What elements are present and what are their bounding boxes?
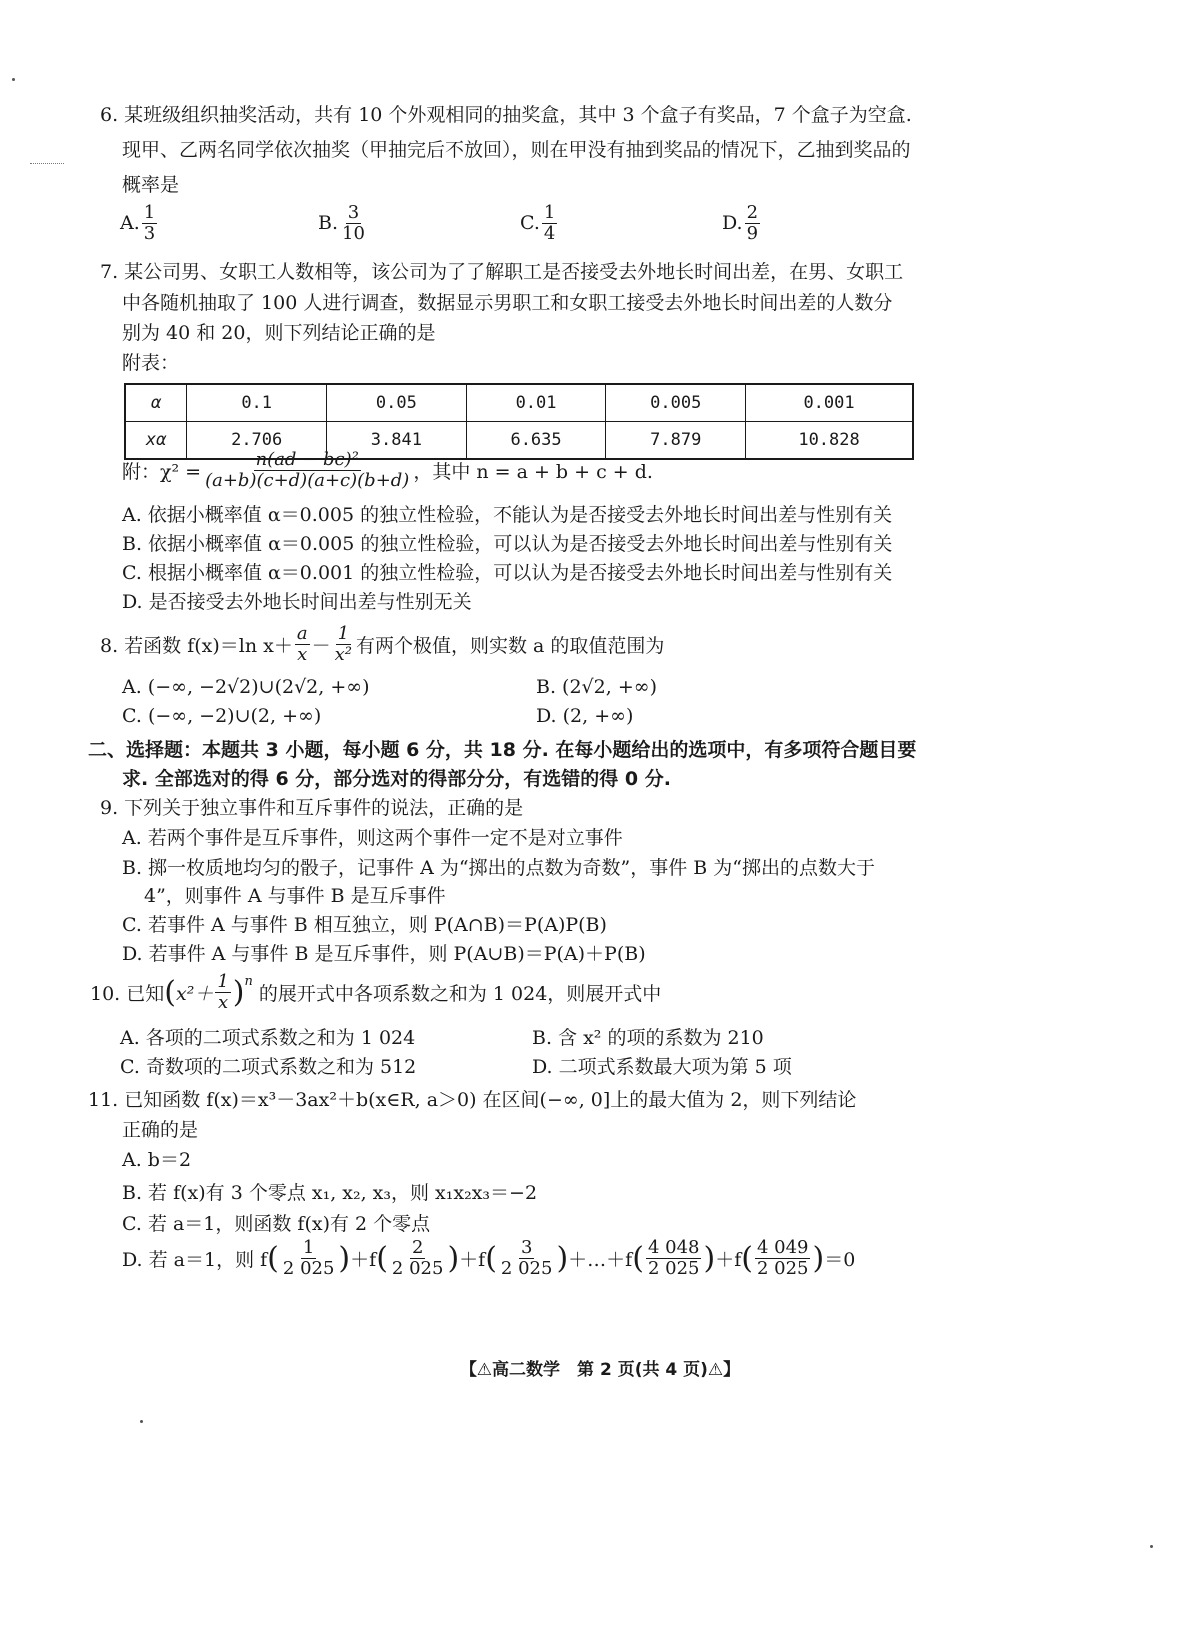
chi-square-formula: 附：χ² = $\frac{\text{n(ad − bc)²}}{(a+b)(c+d)(a+c)(b+d)}$ ，其中 n = a + b + c + d. (122, 449, 653, 491)
q9-option-b: B. 掷一枚质地均匀的骰子，记事件 A 为“掷出的点数为奇数”，事件 B 为“掷出的点数大于 (122, 857, 876, 879)
q11-option-c: C. 若 a＝1，则函数 f(x)有 2 个零点 (122, 1213, 431, 1235)
q10-option-b: B. 含 x² 的项的系数为 210 (532, 1027, 764, 1049)
section-2-heading: 二、选择题：本题共 3 小题，每小题 6 分，共 18 分. 在每小题给出的选项中，有多项符合题目要 (88, 739, 917, 761)
q11-stem-line1: 11. 已知函数 f(x)＝x³－3ax²＋b(x∈R, a＞0) 在区间(−∞, 0]上的最大值为 2，则下列结论 (88, 1089, 857, 1111)
fraction: $\frac{1}{3}$ (143, 202, 156, 244)
q8-option-b: B. (2√2, +∞) (536, 676, 657, 698)
fraction: $\frac{3}{2 025}$ (500, 1237, 553, 1279)
fraction: $\frac{2}{2 025}$ (391, 1237, 444, 1279)
table-cell: 0.001 (746, 384, 913, 422)
q7-stem-line3: 别为 40 和 20，则下列结论正确的是 (122, 322, 436, 344)
table-head-x-alpha: xα (125, 422, 187, 460)
page-footer: 【⚠高二数学 第 2 页(共 4 页)⚠】 (459, 1360, 741, 1380)
q11-stem-line2: 正确的是 (122, 1119, 199, 1141)
q8-option-d: D. (2, +∞) (536, 705, 634, 727)
table-cell: 0.005 (606, 384, 746, 422)
q8-option-a: A. (−∞, −2√2)∪(2√2, +∞) (122, 676, 370, 698)
q10-option-d: D. 二项式系数最大项为第 5 项 (532, 1056, 792, 1078)
q11-option-a: A. b＝2 (122, 1149, 192, 1171)
table-cell: 10.828 (746, 422, 913, 460)
fraction: $\frac{2}{9}$ (746, 202, 759, 244)
q7-stem-line2: 中各随机抽取了 100 人进行调查，数据显示男职工和女职工接受去外地长时间出差的人数分 (122, 292, 893, 314)
scan-artifact (1150, 1545, 1153, 1548)
q10-option-c: C. 奇数项的二项式系数之和为 512 (120, 1056, 417, 1078)
table-cell: 3.841 (327, 422, 467, 460)
scan-artifact (30, 163, 64, 166)
q7-option-c: C. 根据小概率值 α＝0.001 的独立性检验，可以认为是否接受去外地长时间出差与性别有关 (122, 562, 893, 584)
q9-option-a: A. 若两个事件是互斥事件，则这两个事件一定不是对立事件 (122, 827, 623, 849)
q6-stem-line2: 现甲、乙两名同学依次抽奖（甲抽完后不放回），则在甲没有抽到奖品的情况下，乙抽到奖品的 (122, 139, 911, 161)
fraction: $\frac{1}{4}$ (543, 202, 556, 244)
fraction: $\frac{1}{x}$ (217, 971, 229, 1013)
q7-table-caption: 附表： (122, 352, 180, 374)
fraction: $\frac{4 048}{2 025}$ (647, 1237, 700, 1279)
table-cell: 0.1 (187, 384, 327, 422)
scan-artifact (12, 78, 15, 81)
fraction: $\frac{4 049}{2 025}$ (756, 1237, 809, 1279)
q6-stem-line3: 概率是 (122, 174, 180, 196)
q7-option-a: A. 依据小概率值 α＝0.005 的独立性检验，不能认为是否接受去外地长时间出差与性别有关 (122, 504, 893, 526)
q6-option-d: D. $\frac{2}{9}$ (722, 202, 759, 244)
scan-artifact (140, 1420, 143, 1423)
fraction: $\frac{\text{n(ad − bc)²}}{(a+b)(c+d)(a+c)(b+d)}$ (205, 449, 410, 491)
q10-stem: 10. 已知 ( x²＋ $\frac{1}{x}$ ) $^n$ 的展开式中各项系数之和为 1 024，则展开式中 (90, 971, 662, 1013)
q6-stem-line1: 6. 某班级组织抽奖活动，共有 10 个外观相同的抽奖盒，其中 3 个盒子有奖品，7 个盒子为空盒. (100, 104, 912, 126)
q9-stem: 9. 下列关于独立事件和互斥事件的说法，正确的是 (100, 797, 524, 819)
q6-option-b: B. $\frac{3}{10}$ (318, 202, 365, 244)
q7-option-d: D. 是否接受去外地长时间出差与性别无关 (122, 591, 472, 613)
fraction: $\frac{a}{x}$ (296, 623, 308, 665)
q7-option-b: B. 依据小概率值 α＝0.005 的独立性检验，可以认为是否接受去外地长时间出差与性别有关 (122, 533, 893, 555)
q6-option-a: A. $\frac{1}{3}$ (120, 202, 156, 244)
q10-option-a: A. 各项的二项式系数之和为 1 024 (120, 1027, 416, 1049)
table-head-alpha: α (125, 384, 187, 422)
section-2-instructions: 求. 全部选对的得 6 分，部分选对的得部分分，有选错的得 0 分. (122, 768, 671, 790)
q11-option-d: D. 若 a＝1，则 f ( $\frac{1}{2 025}$ ) ＋f ( $\frac{2}{2 025}$ ) ＋f ( $\frac{3}{2 025}$ ) ＋…＋f ( $\frac{4 048}{2 025}$ ) ＋f ( $\frac{4 049}{2 025}$ ) ＝0 (122, 1237, 856, 1279)
q11-option-b: B. 若 f(x)有 3 个零点 x₁, x₂, x₃，则 x₁x₂x₃＝−2 (122, 1182, 538, 1204)
table-cell: 7.879 (606, 422, 746, 460)
q6-option-c: C. $\frac{1}{4}$ (520, 202, 556, 244)
fraction: $\frac{1}{2 025}$ (282, 1237, 335, 1279)
table-row (125, 384, 913, 422)
q9-option-d: D. 若事件 A 与事件 B 是互斥事件，则 P(A∪B)＝P(A)＋P(B) (122, 943, 646, 965)
q7-stem-line1: 7. 某公司男、女职工人数相等，该公司为了了解职工是否接受去外地长时间出差，在男、女职工 (100, 261, 904, 283)
table-cell: 2.706 (187, 422, 327, 460)
fraction: $\frac{1}{\text{x²}}$ (334, 623, 352, 665)
q9-option-c: C. 若事件 A 与事件 B 相互独立，则 P(A∩B)＝P(A)P(B) (122, 914, 607, 936)
table-cell: 0.01 (466, 384, 606, 422)
q8-option-c: C. (−∞, −2)∪(2, +∞) (122, 705, 322, 727)
critical-value-table (124, 383, 914, 460)
table-cell: 0.05 (327, 384, 467, 422)
q9-option-b-cont: 4”，则事件 A 与事件 B 是互斥事件 (144, 885, 446, 907)
q8-stem: 8. 若函数 f(x)＝ln x＋ $\frac{a}{x}$ － $\frac{1}{\text{x²}}$ 有两个极值，则实数 a 的取值范围为 (100, 623, 665, 665)
table-cell: 6.635 (466, 422, 606, 460)
fraction: $\frac{3}{10}$ (342, 202, 365, 244)
